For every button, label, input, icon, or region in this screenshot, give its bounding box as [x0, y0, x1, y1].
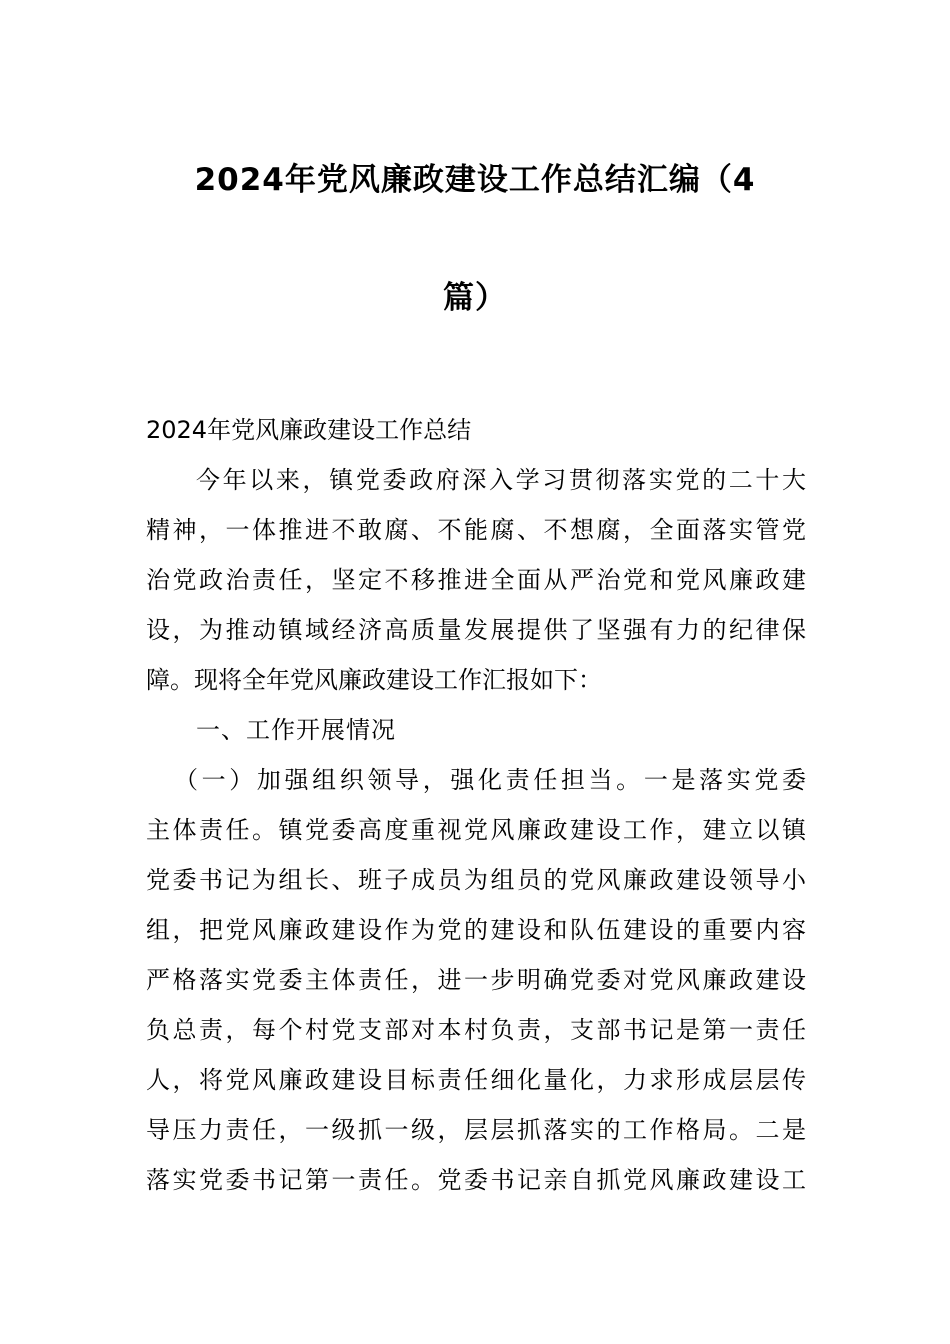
section-line: 落实党委书记第一责任。党委书记亲自抓党风廉政建设工: [146, 1166, 806, 1194]
section-line: 党委书记为组长、班子成员为组员的党风廉政建设领导小: [146, 866, 806, 894]
section-line: 严格落实党委主体责任，进一步明确党委对党风廉政建设: [146, 966, 806, 994]
document-title-line-1: 2024年党风廉政建设工作总结汇编（4: [194, 162, 756, 198]
intro-line: 治党政治责任，坚定不移推进全面从严治党和党风廉政建: [146, 566, 806, 594]
intro-line: 障。现将全年党风廉政建设工作汇报如下：: [146, 666, 602, 694]
intro-line: 今年以来，镇党委政府深入学习贯彻落实党的二十大: [196, 466, 806, 494]
section-line: 组，把党风廉政建设作为党的建设和队伍建设的重要内容: [146, 916, 806, 944]
section-line: （一）加强组织领导，强化责任担当。一是落实党委: [174, 766, 806, 794]
section-line: 导压力责任，一级抓一级，层层抓落实的工作格局。二是: [146, 1116, 806, 1144]
document-subtitle: 2024年党风廉政建设工作总结: [146, 416, 472, 444]
intro-line: 精神，一体推进不敢腐、不能腐、不想腐，全面落实管党: [146, 516, 806, 544]
section-line: 负总责，每个村党支部对本村负责，支部书记是第一责任: [146, 1016, 806, 1044]
section-heading: 一、工作开展情况: [196, 716, 396, 744]
intro-line: 设，为推动镇域经济高质量发展提供了坚强有力的纪律保: [146, 616, 806, 644]
document-title-line-2: 篇）: [443, 280, 507, 316]
section-line: 人，将党风廉政建设目标责任细化量化，力求形成层层传: [146, 1066, 806, 1094]
section-line: 主体责任。镇党委高度重视党风廉政建设工作，建立以镇: [146, 816, 806, 844]
